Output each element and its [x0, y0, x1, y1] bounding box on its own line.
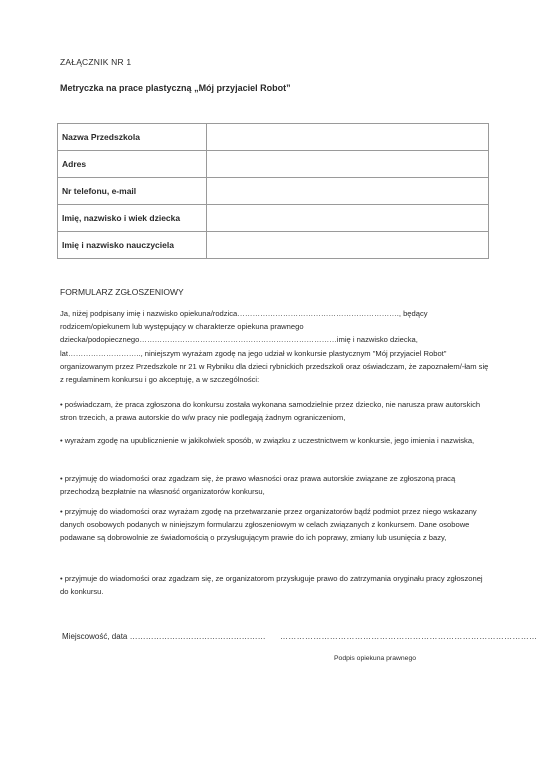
- row-value-address[interactable]: [207, 151, 489, 178]
- row-value-preschool-name[interactable]: [207, 124, 489, 151]
- consent-bullet-3: • przyjmuję do wiadomości oraz zgadzam się, że prawo własności oraz prawa autorskie związane ze zgłoszoną pracą przechodzą bezpłatnie na własność organizatorów konkursu,: [60, 474, 456, 497]
- row-label-child: Imię, nazwisko i wiek dziecka: [58, 205, 207, 232]
- table-row: [58, 151, 489, 178]
- table-row: [58, 178, 489, 205]
- signature-line[interactable]: …………………………………………………………………………………: [280, 632, 538, 641]
- info-table: [57, 123, 489, 259]
- consent-bullet-2: • wyrażam zgodę na upublicznienie w jakikolwiek sposób, w związku z uczestnictwem w konkursie, jego imienia i nazwiska,: [60, 436, 475, 445]
- form-heading: FORMULARZ ZGŁOSZENIOWY: [60, 287, 184, 297]
- consent-bullet-4: • przyjmuję do wiadomości oraz wyrażam zgodę na przetwarzanie przez organizatorów bądź podmiot przez niego wskazany danych osobowych podanych w niniejszym formularzu zgłoszeniowym w celach związanych z konkursem. Dane osobowe podawane są dobrowolnie ze świadomością o przysługującym prawie do ich poprawy, zmiany lub usunięcia z bazy,: [60, 507, 477, 543]
- row-label-preschool-name: Nazwa Przedszkola: [58, 124, 207, 151]
- row-value-teacher[interactable]: [207, 232, 489, 259]
- form-intro: Ja, niżej podpisany imię i nazwisko opiekuna/rodzica………………………………………………………., będący rodzicem/opiekunem lub występujący w charakterze opiekuna prawnego dziecka/podopiecznego……………………………………………………………………imię i nazwisko dziecka, lat……………………….., niniejszym wyrażam zgodę na jego udział w konkursie plastycznym "Mój przyjaciel Robot" organizowanym przez Przedszkole nr 21 w Rybniku dla dzieci rybnickich przedszkoli oraz oświadczam, że zapoznałem/-łam się z regulaminem konkursu i go akceptuję, a w szczególności:: [60, 309, 489, 385]
- place-date-field[interactable]: Miejscowość, data ……………………………………………: [62, 632, 266, 641]
- row-label-address: Adres: [58, 151, 207, 178]
- row-value-phone-email[interactable]: [207, 178, 489, 205]
- annex-label: ZAŁĄCZNIK NR 1: [60, 57, 132, 67]
- document-title: Metryczka na prace plastyczną „Mój przyjaciel Robot”: [60, 83, 291, 93]
- row-label-phone-email: Nr telefonu, e-mail: [58, 178, 207, 205]
- row-label-teacher: Imię i nazwisko nauczyciela: [58, 232, 207, 259]
- consent-bullet-1: • poświadczam, że praca zgłoszona do konkursu została wykonana samodzielnie przez dziecko, nie narusza praw autorskich stron trzecich, a prawa autorskie do w/w pracy nie podlegają żadnym ograniczeniom,: [60, 400, 481, 423]
- signature-caption: Podpis opiekuna prawnego: [334, 655, 417, 662]
- row-value-child[interactable]: [207, 205, 489, 232]
- table-row: [58, 205, 489, 232]
- consent-bullet-5: • przyjmuje do wiadomości oraz zgadzam się, ze organizatorom przysługuje prawo do zatrzymania oryginału pracy zgłoszonej do konkursu.: [60, 574, 483, 597]
- table-row: [58, 124, 489, 151]
- table-row: [58, 232, 489, 259]
